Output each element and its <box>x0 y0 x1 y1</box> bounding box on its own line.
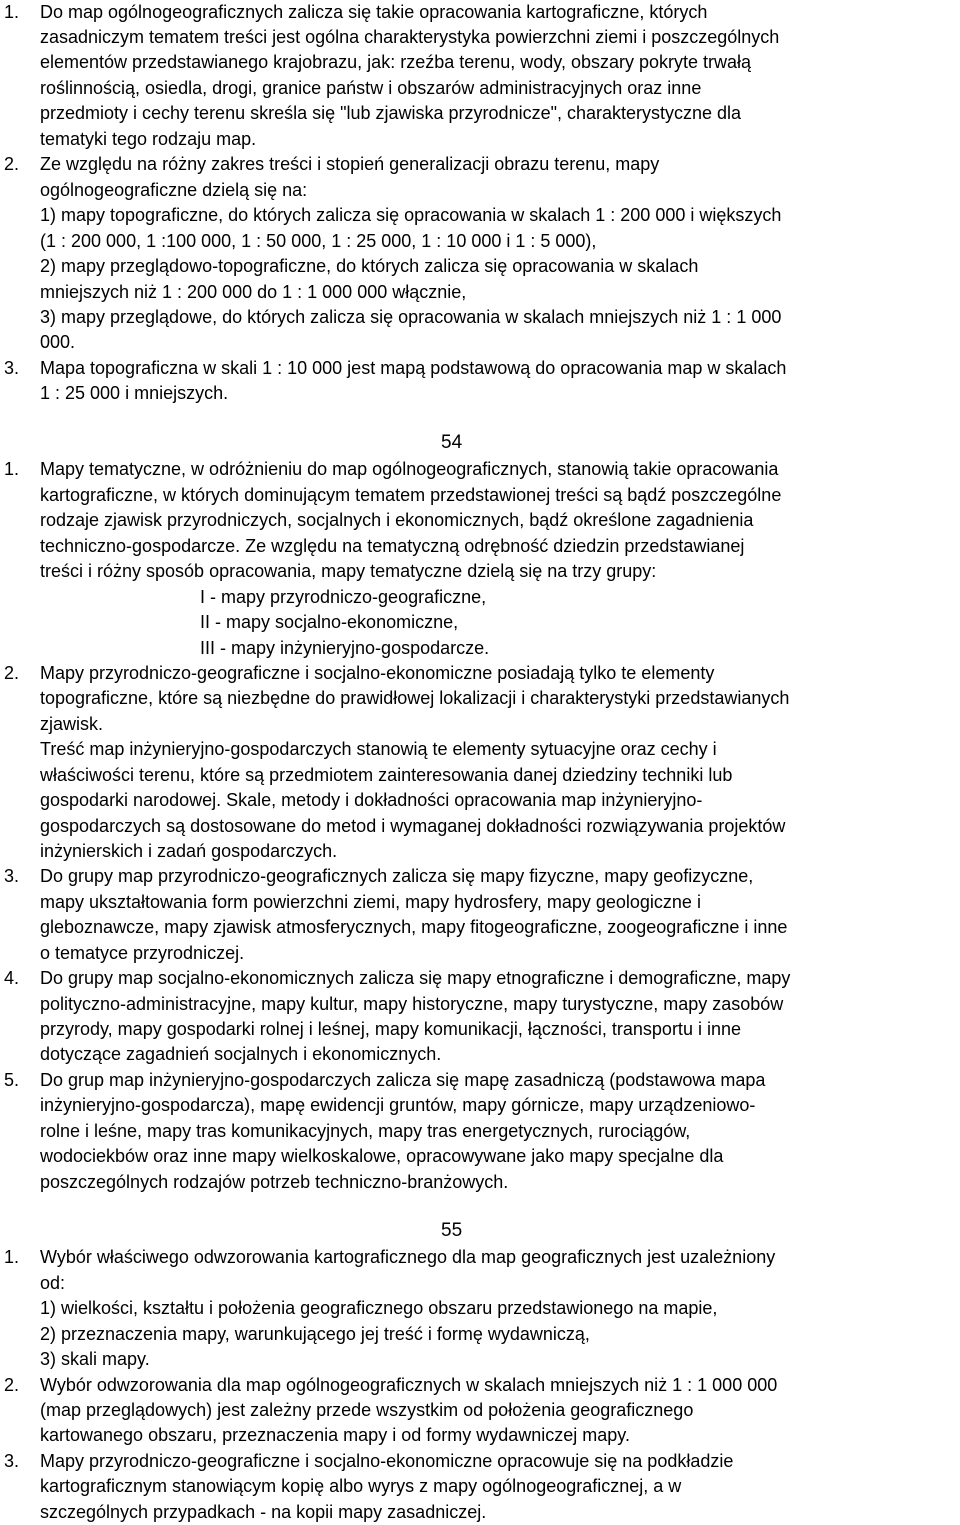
text-line: Wybór właściwego odwzorowania kartograficznego dla map geograficznych jest uzależniony <box>40 1247 776 1267</box>
text-line: elementów przedstawianego krajobrazu, jak: rzeźba terenu, wody, obszary pokryte trwałą <box>40 52 752 72</box>
text-line: (1 : 200 000, 1 :100 000, 1 : 50 000, 1 : 25 000, 1 : 10 000 i 1 : 5 000), <box>40 231 597 251</box>
text-line: Mapy przyrodniczo-geograficzne i socjalno-ekonomiczne opracowuje się na podkładzie <box>40 1451 734 1471</box>
text-line: wodociekbów oraz inne mapy wielkoskalowe, opracowywane jako mapy specjalne dla <box>40 1146 724 1166</box>
text-line: rolne i leśne, mapy tras komunikacyjnych, mapy tras energetycznych, rurociągów, <box>40 1121 691 1141</box>
text-line: zjawisk. <box>40 714 104 734</box>
text-line: 3) mapy przeglądowe, do których zalicza się opracowania w skalach mniejszych niż 1 : 1 000 <box>40 307 782 327</box>
text-line: roślinnością, osiedla, drogi, granice państw i obszarów administracyjnych oraz inne <box>40 78 702 98</box>
item-number: 3. <box>4 866 20 886</box>
text-line: kartograficzne, w których dominującym tematem przedstawionej treści są bądź poszczególne <box>40 485 782 505</box>
text-line: 2) mapy przeglądowo-topograficzne, do których zalicza się opracowania w skalach <box>40 256 699 276</box>
text-line: ogólnogeograficzne dzielą się na: <box>40 180 308 200</box>
text-line: przedmioty i cechy terenu skreśla się "lub zjawiska przyrodnicze", charakterystyczne dla <box>40 103 742 123</box>
text-line: Mapa topograficzna w skali 1 : 10 000 jest mapą podstawową do opracowania map w skalach <box>40 358 787 378</box>
text-line: Do grupy map przyrodniczo-geograficznych zalicza się mapy fizyczne, mapy geofizyczne, <box>40 866 754 886</box>
text-line: (map przeglądowych) jest zależny przede wszystkim od położenia geograficznego <box>40 1400 694 1420</box>
item-number: 2. <box>4 154 20 174</box>
text-line: polityczno-administracyjne, mapy kultur, mapy historyczne, mapy turystyczne, mapy zasobów <box>40 994 784 1014</box>
text-line: Do grupy map socjalno-ekonomicznych zalicza się mapy etnograficzne i demograficzne, mapy <box>40 968 791 988</box>
text-line: treści i różny sposób opracowania, mapy tematyczne dzielą się na trzy grupy: <box>40 561 657 581</box>
text-line: 1) mapy topograficzne, do których zalicza się opracowania w skalach 1 : 200 000 i większych <box>40 205 782 225</box>
text-line: Do map ogólnogeograficznych zalicza się takie opracowania kartograficzne, których <box>40 2 708 22</box>
text-line: kartograficznym stanowiącym kopię albo wyrys z mapy ogólnogeograficznej, a w <box>40 1476 682 1496</box>
text-line: zasadniczym tematem treści jest ogólna charakterystyka powierzchni ziemi i poszczególnych <box>40 27 780 47</box>
text-line: rodzaje zjawisk przyrodniczych, socjalnych i ekonomicznych, bądź określone zagadnienia <box>40 510 754 530</box>
page-number: 55 <box>441 1220 463 1241</box>
text-line: Ze względu na różny zakres treści i stopień generalizacji obrazu terenu, mapy <box>40 154 660 174</box>
text-line: gospodarczych są dostosowane do metod i wymaganej dokładności rozwiązywania projektów <box>40 816 786 836</box>
page-number: 54 <box>441 432 463 453</box>
item-number: 1. <box>4 459 20 479</box>
item-number: 5. <box>4 1070 20 1090</box>
text-line: o tematyce przyrodniczej. <box>40 943 245 963</box>
text-line: topograficzne, które są niezbędne do prawidłowej lokalizacji i charakterystyki przedstawianych <box>40 688 790 708</box>
item-number: 1. <box>4 2 20 22</box>
group-item: II - mapy socjalno-ekonomiczne, <box>200 612 459 632</box>
text-line: dotyczące zagadnień socjalnych i ekonomicznych. <box>40 1044 442 1064</box>
text-line: 1) wielkości, kształtu i położenia geograficznego obszaru przedstawionego na mapie, <box>40 1298 718 1318</box>
text-line: Do grup map inżynieryjno-gospodarczych zalicza się mapę zasadniczą (podstawowa mapa <box>40 1070 766 1090</box>
text-line: mniejszych niż 1 : 200 000 do 1 : 1 000 000 włącznie, <box>40 282 467 302</box>
item-number: 3. <box>4 1451 20 1471</box>
text-line: inżynieryjno-gospodarcza), mapę ewidencji gruntów, mapy górnicze, mapy urządzeniowo- <box>40 1095 756 1115</box>
text-line: szczególnych przypadkach - na kopii mapy zasadniczej. <box>40 1502 487 1522</box>
group-item: I - mapy przyrodniczo-geograficzne, <box>200 587 487 607</box>
text-line: przyrody, mapy gospodarki rolnej i leśnej, mapy komunikacji, łączności, transportu i inne <box>40 1019 741 1039</box>
item-number: 2. <box>4 663 20 683</box>
text-line: od: <box>40 1273 66 1293</box>
text-line: gospodarki narodowej. Skale, metody i dokładności opracowania map inżynieryjno- <box>40 790 703 810</box>
group-item: III - mapy inżynieryjno-gospodarcze. <box>200 638 490 658</box>
item-number: 4. <box>4 968 20 988</box>
text-line: Treść map inżynieryjno-gospodarczych stanowią te elementy sytuacyjne oraz cechy i <box>40 739 717 759</box>
text-line: mapy ukształtowania form powierzchni ziemi, mapy hydrosfery, mapy geologiczne i <box>40 892 701 912</box>
text-line: Mapy przyrodniczo-geograficzne i socjalno-ekonomiczne posiadają tylko te elementy <box>40 663 715 683</box>
text-line: kartowanego obszaru, przeznaczenia mapy i od formy wydawniczej mapy. <box>40 1425 630 1445</box>
text-line: 3) skali mapy. <box>40 1349 150 1369</box>
text-line: 1 : 25 000 i mniejszych. <box>40 383 229 403</box>
text-line: gleboznawcze, mapy zjawisk atmosferycznych, mapy fitogeograficzne, zoogeograficzne i inne <box>40 917 788 937</box>
text-line: techniczno-gospodarcze. Ze względu na tematyczną odrębność dziedzin przedstawianej <box>40 536 745 556</box>
text-line: 000. <box>40 332 76 352</box>
text-line: właściwości terenu, które są przedmiotem zainteresowania danej dziedziny techniki lub <box>40 765 733 785</box>
text-line: tematyki tego rodzaju map. <box>40 129 257 149</box>
text-line: inżynierskich i zadań gospodarczych. <box>40 841 338 861</box>
item-number: 2. <box>4 1375 20 1395</box>
text-line: Mapy tematyczne, w odróżnieniu do map ogólnogeograficznych, stanowią takie opracowania <box>40 459 779 479</box>
text-line: 2) przeznaczenia mapy, warunkującego jej treść i formę wydawniczą, <box>40 1324 590 1344</box>
text-line: Wybór odwzorowania dla map ogólnogeograficznych w skalach mniejszych niż 1 : 1 000 000 <box>40 1375 778 1395</box>
text-line: poszczególnych rodzajów potrzeb techniczno-branżowych. <box>40 1172 509 1192</box>
item-number: 3. <box>4 358 20 378</box>
item-number: 1. <box>4 1247 20 1267</box>
